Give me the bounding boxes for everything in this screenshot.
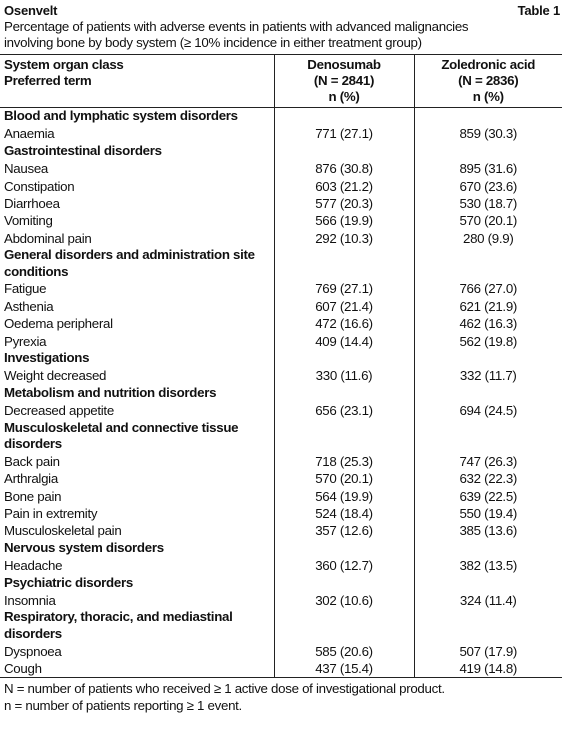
zoledronic-acid-value: 766 (27.0) <box>414 280 562 297</box>
category-row <box>0 385 562 402</box>
category-row <box>0 609 562 642</box>
denosumab-value: 566 (19.9) <box>274 212 414 229</box>
zoledronic-acid-value: 639 (22.5) <box>414 488 562 505</box>
preferred-term: Back pain <box>4 453 60 469</box>
preferred-term: Asthenia <box>4 298 54 314</box>
category-row <box>0 420 562 453</box>
denosumab-value: 409 (14.4) <box>274 333 414 350</box>
zoledronic-acid-value: 280 (9.9) <box>414 230 562 247</box>
denosumab-value: 577 (20.3) <box>274 195 414 212</box>
zoledronic-acid-value: 385 (13.6) <box>414 522 562 539</box>
table-row <box>0 505 562 522</box>
zoledronic-acid-value: 859 (30.3) <box>414 125 562 142</box>
preferred-term: Nausea <box>4 161 49 177</box>
denosumab-value: 292 (10.3) <box>274 230 414 247</box>
footnote: n = number of patients reporting ≥ 1 event. <box>4 698 242 714</box>
empty-cell <box>414 609 562 642</box>
preferred-term: Headache <box>4 558 63 574</box>
empty-cell <box>414 540 562 557</box>
denosumab-value: 656 (23.1) <box>274 402 414 419</box>
preferred-term: Decreased appetite <box>4 403 114 419</box>
denosumab-value: 437 (15.4) <box>274 660 414 678</box>
table-row <box>0 367 562 384</box>
denosumab-value: 472 (16.6) <box>274 315 414 332</box>
preferred-term: Cough <box>0 660 274 678</box>
header-line: n (%) <box>472 89 504 104</box>
zoledronic-acid-value: 550 (19.4) <box>414 505 562 522</box>
denosumab-value: 360 (12.7) <box>274 557 414 574</box>
preferred-term: Constipation <box>4 178 75 194</box>
category-row <box>0 143 562 160</box>
preferred-term: Vomiting <box>4 213 53 229</box>
category-label: Nervous system disorders <box>4 540 164 556</box>
denosumab-value: 564 (19.9) <box>274 488 414 505</box>
footnotes <box>0 680 562 714</box>
table-row <box>0 160 562 177</box>
denosumab-value: 524 (18.4) <box>274 505 414 522</box>
category-label: General disorders and administration site conditions <box>4 247 255 279</box>
caption-line: involving bone by body system (≥ 10% incidence in either treatment group) <box>4 35 422 50</box>
empty-cell <box>274 420 414 453</box>
denosumab-value: 603 (21.2) <box>274 178 414 195</box>
empty-cell <box>414 247 562 280</box>
preferred-term: Anaemia <box>4 126 55 142</box>
table-header-row <box>0 55 562 108</box>
empty-cell <box>274 540 414 557</box>
table-row <box>0 280 562 297</box>
denosumab-value: 607 (21.4) <box>274 298 414 315</box>
category-row <box>0 540 562 557</box>
zoledronic-acid-value: 747 (26.3) <box>414 453 562 470</box>
category-row <box>0 575 562 592</box>
table-row <box>0 488 562 505</box>
table-row <box>0 592 562 609</box>
denosumab-value: 876 (30.8) <box>274 160 414 177</box>
zoledronic-acid-value: 570 (20.1) <box>414 212 562 229</box>
preferred-term: Pain in extremity <box>4 506 98 522</box>
empty-cell <box>274 575 414 592</box>
preferred-term: Musculoskeletal pain <box>4 523 122 539</box>
category-label: Musculoskeletal and connective tissue disorders <box>4 419 239 452</box>
column-header-system-organ-class <box>0 55 274 108</box>
table-row <box>0 212 562 229</box>
zoledronic-acid-value: 419 (14.8) <box>414 660 562 678</box>
table-row <box>0 195 562 212</box>
zoledronic-acid-value: 694 (24.5) <box>414 402 562 419</box>
preferred-term: Dyspnoea <box>4 643 62 659</box>
denosumab-value: 585 (20.6) <box>274 643 414 660</box>
category-label: Metabolism and nutrition disorders <box>4 385 217 401</box>
empty-cell <box>414 108 562 126</box>
preferred-term: Insomnia <box>4 593 56 609</box>
table-row <box>0 125 562 142</box>
footnote: N = number of patients who received ≥ 1 active dose of investigational product. <box>4 681 445 697</box>
zoledronic-acid-value: 462 (16.3) <box>414 315 562 332</box>
table-body <box>0 108 562 678</box>
denosumab-value: 330 (11.6) <box>274 367 414 384</box>
header-line: Zoledronic acid <box>441 57 536 72</box>
category-row <box>0 247 562 280</box>
table-row <box>0 333 562 350</box>
empty-cell <box>414 420 562 453</box>
category-row <box>0 108 562 126</box>
category-label: Investigations <box>4 350 90 366</box>
preferred-term: Fatigue <box>4 281 47 297</box>
column-header-denosumab <box>274 55 414 108</box>
denosumab-value: 771 (27.1) <box>274 125 414 142</box>
header-line: (N = 2836) <box>458 73 519 88</box>
empty-cell <box>414 350 562 367</box>
header-line: n (%) <box>328 89 360 104</box>
zoledronic-acid-value: 562 (19.8) <box>414 333 562 350</box>
empty-cell <box>274 385 414 402</box>
preferred-term: Weight decreased <box>4 368 107 384</box>
empty-cell <box>274 609 414 642</box>
header-line: Preferred term <box>4 73 92 88</box>
denosumab-value: 357 (12.6) <box>274 522 414 539</box>
zoledronic-acid-value: 621 (21.9) <box>414 298 562 315</box>
zoledronic-acid-value: 382 (13.5) <box>414 557 562 574</box>
zoledronic-acid-value: 507 (17.9) <box>414 643 562 660</box>
zoledronic-acid-value: 530 (18.7) <box>414 195 562 212</box>
table-caption <box>0 19 562 51</box>
table-row <box>0 315 562 332</box>
empty-cell <box>274 350 414 367</box>
header-line: (N = 2841) <box>313 73 375 88</box>
zoledronic-acid-value: 632 (22.3) <box>414 470 562 487</box>
empty-cell <box>274 108 414 126</box>
preferred-term: Abdominal pain <box>4 230 92 246</box>
caption-line: Percentage of patients with adverse events in patients with advanced malignancies <box>4 19 469 34</box>
category-label: Psychiatric disorders <box>4 575 133 591</box>
table-row <box>0 557 562 574</box>
empty-cell <box>274 247 414 280</box>
table-row <box>0 643 562 660</box>
preferred-term: Diarrhoea <box>4 196 60 211</box>
empty-cell <box>274 143 414 160</box>
table-row <box>0 230 562 247</box>
empty-cell <box>414 575 562 592</box>
denosumab-value: 769 (27.1) <box>274 280 414 297</box>
table-row <box>0 178 562 195</box>
table-label: Table 1 <box>517 3 560 18</box>
document-header <box>0 0 562 19</box>
denosumab-value: 718 (25.3) <box>274 453 414 470</box>
table-row <box>0 660 562 678</box>
column-header-zoledronic-acid <box>414 55 562 108</box>
table-row <box>0 453 562 470</box>
category-label: Blood and lymphatic system disorders <box>4 108 238 124</box>
header-line: Denosumab <box>307 57 381 72</box>
zoledronic-acid-value: 895 (31.6) <box>414 160 562 177</box>
empty-cell <box>414 385 562 402</box>
category-label: Respiratory, thoracic, and mediastinal disorders <box>4 609 233 642</box>
zoledronic-acid-value: 324 (11.4) <box>414 592 562 609</box>
preferred-term: Oedema peripheral <box>4 316 113 332</box>
zoledronic-acid-value: 332 (11.7) <box>414 367 562 384</box>
preferred-term: Bone pain <box>4 488 62 504</box>
table-row <box>0 522 562 539</box>
category-label: Gastrointestinal disorders <box>4 143 162 159</box>
adverse-events-table <box>0 54 562 678</box>
table-row <box>0 470 562 487</box>
preferred-term: Pyrexia <box>4 333 47 349</box>
drug-name: Osenvelt <box>4 3 58 18</box>
category-row <box>0 350 562 367</box>
denosumab-value: 570 (20.1) <box>274 470 414 487</box>
table-row <box>0 402 562 419</box>
empty-cell <box>414 143 562 160</box>
preferred-term: Arthralgia <box>4 471 58 487</box>
zoledronic-acid-value: 670 (23.6) <box>414 178 562 195</box>
table-row <box>0 298 562 315</box>
denosumab-value: 302 (10.6) <box>274 592 414 609</box>
header-line: System organ class <box>4 57 124 72</box>
